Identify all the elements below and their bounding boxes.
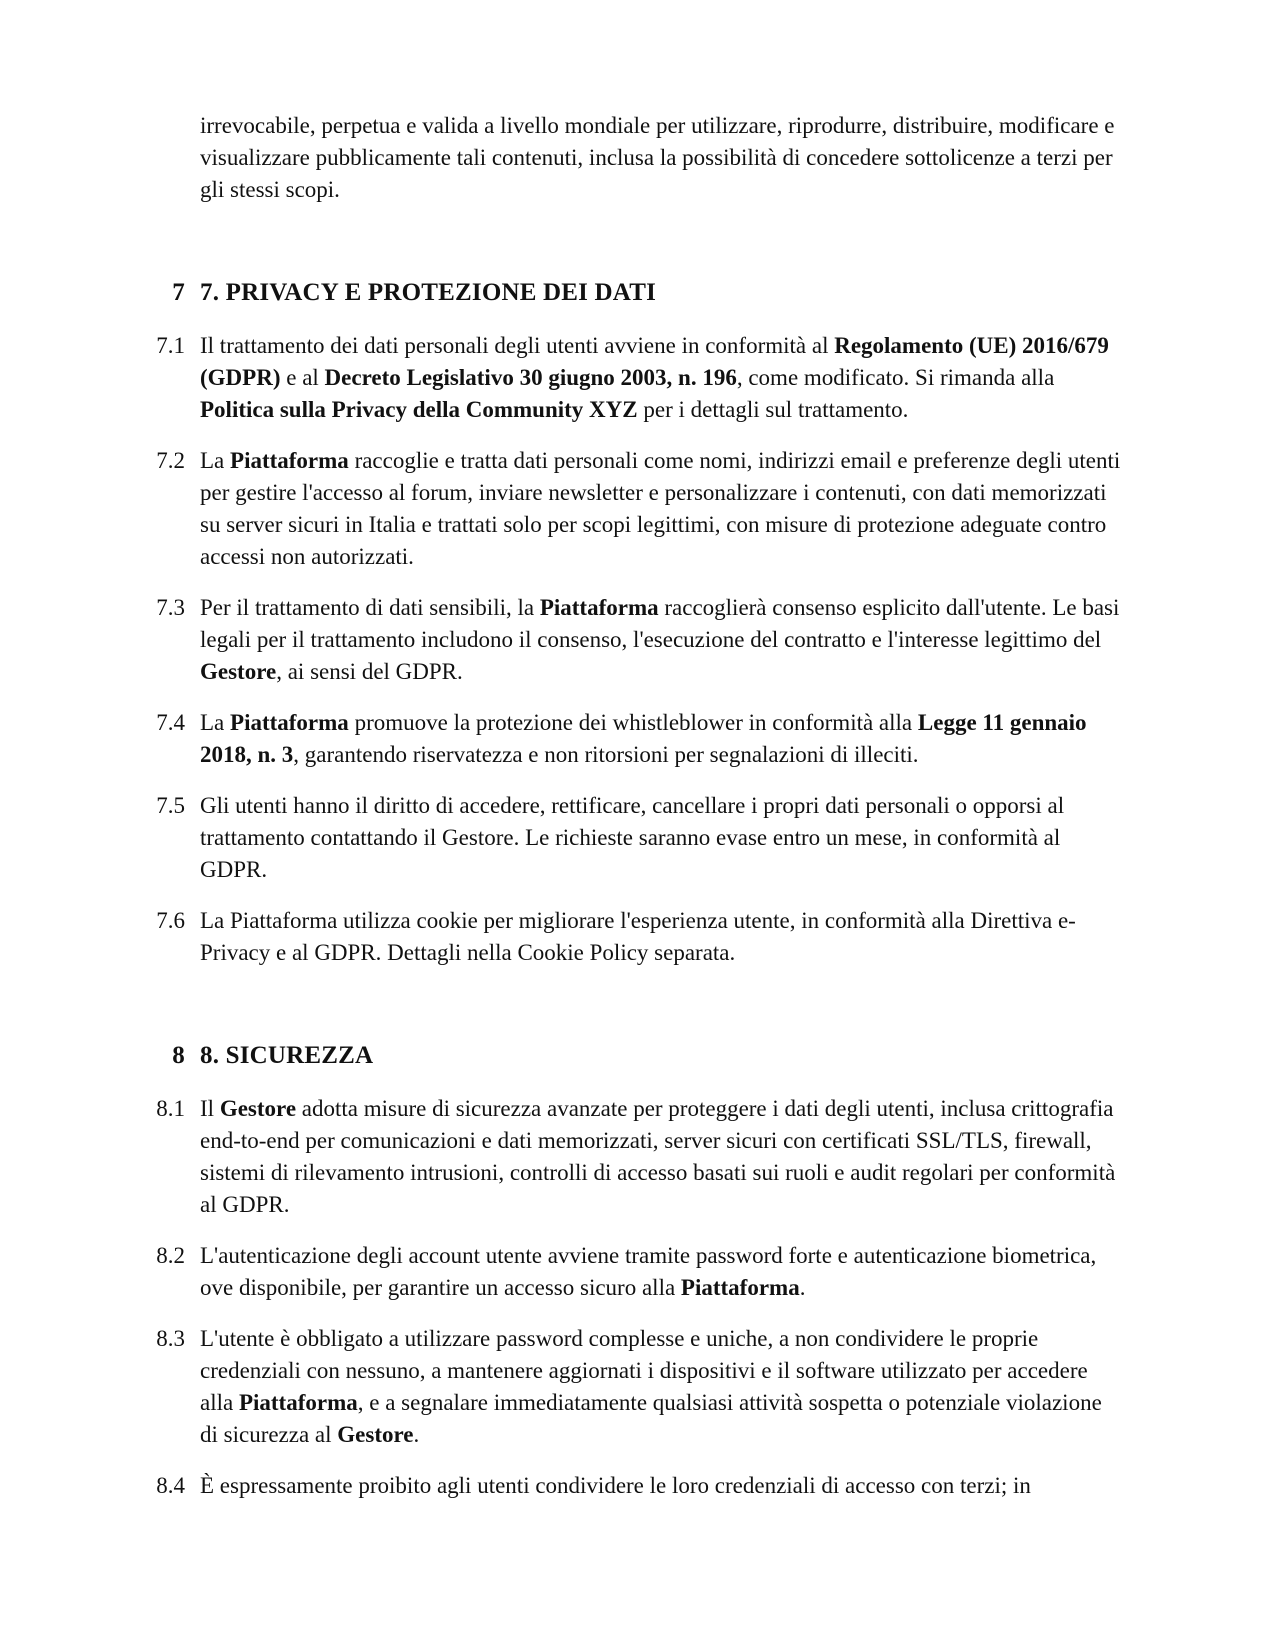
clause-text: È espressamente proibito agli utenti condividere le loro credenziali di accesso con terzi; in	[200, 1473, 1031, 1498]
document-body	[156, 0, 1121, 1502]
section-heading-privacy	[172, 276, 1121, 310]
clause-number: 7.2	[156, 448, 185, 473]
clause-text: Per il trattamento di dati sensibili, la Piattaforma raccoglierà consenso esplicito dall'utente. Le basi legali per il trattamento includono il consenso, l'esecuzione del contratto e l'interesse legittimo del Gestore, ai sensi del GDPR.	[200, 595, 1120, 684]
section-title: 7. PRIVACY E PROTEZIONE DEI DATI	[200, 279, 657, 306]
clause-text: L'utente è obbligato a utilizzare password complesse e uniche, a non condividere le proprie credenziali con nessuno, a mantenere aggiornati i dispositivi e il software utilizzato per accedere alla Piattaforma, e a segnalare immediatamente qualsiasi attività sospetta o potenziale violazione di sicurezza al Gestore.	[200, 1326, 1102, 1447]
clause-text: Gli utenti hanno il diritto di accedere, rettificare, cancellare i propri dati personali o opporsi al trattamento contattando il Gestore. Le richieste saranno evase entro un mese, in conformità al GDPR.	[200, 793, 1065, 882]
section-heading-sicurezza	[172, 1039, 1121, 1073]
clause-number: 8.2	[156, 1243, 185, 1268]
section-title: 8. SICUREZZA	[200, 1042, 374, 1069]
clause-7-3	[156, 592, 1121, 688]
clause-text: La Piattaforma raccoglie e tratta dati personali come nomi, indirizzi email e preferenze degli utenti per gestire l'accesso al forum, inviare newsletter e personalizzare i contenuti, con dati memorizzati su server sicuri in Italia e trattati solo per scopi legittimi, con misure di protezione adeguate contro accessi non autorizzati.	[200, 448, 1121, 569]
clause-7-5	[156, 790, 1121, 886]
clause-7-4	[156, 707, 1121, 771]
clause-text: La Piattaforma utilizza cookie per migliorare l'esperienza utente, in conformità alla Direttiva e-Privacy e al GDPR. Dettagli nella Cookie Policy separata.	[200, 908, 1076, 965]
clause-7-1	[156, 330, 1121, 426]
section-number: 8	[172, 1042, 185, 1069]
clause-text: Il Gestore adotta misure di sicurezza avanzate per proteggere i dati degli utenti, inclusa crittografia end-to-end per comunicazioni e dati memorizzati, server sicuri con certificati SSL/TLS, firewall, sistemi di rilevamento intrusioni, controlli di accesso basati sui ruoli e audit regolari per conformità al GDPR.	[200, 1096, 1116, 1217]
clause-number: 7.3	[156, 595, 185, 620]
clause-8-3	[156, 1323, 1121, 1451]
intro-continuation-paragraph: irrevocabile, perpetua e valida a livello mondiale per utilizzare, riprodurre, distribuire, modificare e visualizzare pubblicamente tali contenuti, inclusa la possibilità di concedere sottolicenze a terzi per gli stessi scopi.	[200, 113, 1115, 202]
clause-number: 7.1	[156, 333, 185, 358]
clause-number: 7.6	[156, 908, 185, 933]
clause-7-2	[156, 445, 1121, 573]
clause-number: 8.3	[156, 1326, 185, 1351]
clause-8-4	[156, 1470, 1121, 1502]
clause-number: 8.1	[156, 1096, 185, 1121]
clause-number: 7.5	[156, 793, 185, 818]
clause-text: La Piattaforma promuove la protezione dei whistleblower in conformità alla Legge 11 gennaio 2018, n. 3, garantendo riservatezza e non ritorsioni per segnalazioni di illeciti.	[200, 710, 1087, 767]
clause-8-2	[156, 1240, 1121, 1304]
clause-text: L'autenticazione degli account utente avviene tramite password forte e autenticazione biometrica, ove disponibile, per garantire un accesso sicuro alla Piattaforma.	[200, 1243, 1097, 1300]
clause-number: 7.4	[156, 710, 185, 735]
clause-7-6	[156, 905, 1121, 969]
clause-text: Il trattamento dei dati personali degli utenti avviene in conformità al Regolamento (UE) 2016/679 (GDPR) e al Decreto Legislativo 30 giugno 2003, n. 196, come modificato. Si rimanda alla Politica sulla Privacy della Community XYZ per i dettagli sul trattamento.	[200, 333, 1109, 422]
clause-number: 8.4	[156, 1473, 185, 1498]
section-number: 7	[172, 279, 185, 306]
clause-8-1	[156, 1093, 1121, 1221]
